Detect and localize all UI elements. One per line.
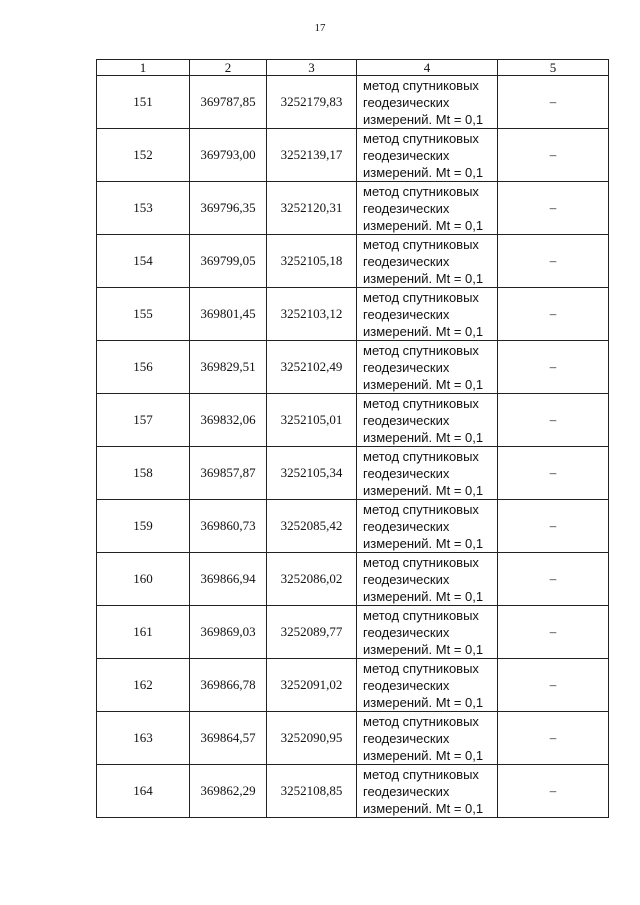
table-row bbox=[97, 235, 609, 288]
method-line-1: метод спутниковых bbox=[363, 395, 479, 411]
table-row bbox=[97, 394, 609, 447]
coordinate-x: 369829,51 bbox=[190, 341, 267, 394]
method-line-3: измерений. Mt = 0,1 bbox=[363, 482, 484, 498]
note-cell: – bbox=[498, 129, 609, 182]
coordinate-x: 369796,35 bbox=[190, 182, 267, 235]
method-line-2: геодезических bbox=[363, 677, 450, 693]
note-cell: – bbox=[498, 606, 609, 659]
note-cell: – bbox=[498, 553, 609, 606]
method-line-3: измерений. Mt = 0,1 bbox=[363, 800, 484, 816]
method-line-1: метод спутниковых bbox=[363, 501, 479, 517]
method-description bbox=[357, 447, 498, 500]
method-line-2: геодезических bbox=[363, 253, 450, 269]
method-description bbox=[357, 606, 498, 659]
point-number: 151 bbox=[97, 76, 190, 129]
table-row bbox=[97, 182, 609, 235]
coordinate-y: 3252108,85 bbox=[267, 765, 357, 818]
point-number: 157 bbox=[97, 394, 190, 447]
table-header-row bbox=[97, 60, 609, 76]
method-line-2: геодезических bbox=[363, 624, 450, 640]
method-description bbox=[357, 76, 498, 129]
method-description bbox=[357, 235, 498, 288]
table-row bbox=[97, 76, 609, 129]
method-line-3: измерений. Mt = 0,1 bbox=[363, 535, 484, 551]
point-number: 162 bbox=[97, 659, 190, 712]
coordinate-y: 3252105,18 bbox=[267, 235, 357, 288]
column-header-1: 1 bbox=[97, 60, 190, 76]
coordinate-y: 3252103,12 bbox=[267, 288, 357, 341]
coordinate-y: 3252120,31 bbox=[267, 182, 357, 235]
point-number: 153 bbox=[97, 182, 190, 235]
method-line-1: метод спутниковых bbox=[363, 448, 479, 464]
note-cell: – bbox=[498, 500, 609, 553]
point-number: 156 bbox=[97, 341, 190, 394]
method-line-1: метод спутниковых bbox=[363, 236, 479, 252]
method-description bbox=[357, 712, 498, 765]
method-line-3: измерений. Mt = 0,1 bbox=[363, 217, 484, 233]
method-line-2: геодезических bbox=[363, 571, 450, 587]
coordinate-x: 369860,73 bbox=[190, 500, 267, 553]
coordinate-y: 3252102,49 bbox=[267, 341, 357, 394]
point-number: 158 bbox=[97, 447, 190, 500]
coordinate-y: 3252085,42 bbox=[267, 500, 357, 553]
method-line-2: геодезических bbox=[363, 730, 450, 746]
method-line-1: метод спутниковых bbox=[363, 130, 479, 146]
note-cell: – bbox=[498, 182, 609, 235]
coordinate-x: 369801,45 bbox=[190, 288, 267, 341]
coordinate-x: 369866,78 bbox=[190, 659, 267, 712]
method-line-3: измерений. Mt = 0,1 bbox=[363, 270, 484, 286]
method-line-2: геодезических bbox=[363, 200, 450, 216]
column-header-5: 5 bbox=[498, 60, 609, 76]
method-line-2: геодезических bbox=[363, 783, 450, 799]
method-line-1: метод спутниковых bbox=[363, 289, 479, 305]
table-row bbox=[97, 129, 609, 182]
method-line-1: метод спутниковых bbox=[363, 713, 479, 729]
coordinate-y: 3252086,02 bbox=[267, 553, 357, 606]
method-line-1: метод спутниковых bbox=[363, 766, 479, 782]
point-number: 155 bbox=[97, 288, 190, 341]
method-line-1: метод спутниковых bbox=[363, 660, 479, 676]
point-number: 154 bbox=[97, 235, 190, 288]
page-number: 17 bbox=[314, 22, 326, 34]
point-number: 164 bbox=[97, 765, 190, 818]
method-line-3: измерений. Mt = 0,1 bbox=[363, 164, 484, 180]
point-number: 163 bbox=[97, 712, 190, 765]
note-cell: – bbox=[498, 235, 609, 288]
coordinate-x: 369832,06 bbox=[190, 394, 267, 447]
method-line-2: геодезических bbox=[363, 465, 450, 481]
table-row bbox=[97, 341, 609, 394]
method-description bbox=[357, 182, 498, 235]
method-line-1: метод спутниковых bbox=[363, 342, 479, 358]
method-line-1: метод спутниковых bbox=[363, 554, 479, 570]
point-number: 159 bbox=[97, 500, 190, 553]
coordinate-x: 369799,05 bbox=[190, 235, 267, 288]
table-row bbox=[97, 500, 609, 553]
coordinate-y: 3252139,17 bbox=[267, 129, 357, 182]
coordinate-x: 369857,87 bbox=[190, 447, 267, 500]
note-cell: – bbox=[498, 76, 609, 129]
method-line-3: измерений. Mt = 0,1 bbox=[363, 323, 484, 339]
note-cell: – bbox=[498, 288, 609, 341]
coordinate-x: 369864,57 bbox=[190, 712, 267, 765]
method-line-2: геодезических bbox=[363, 94, 450, 110]
method-description bbox=[357, 129, 498, 182]
note-cell: – bbox=[498, 765, 609, 818]
point-number: 160 bbox=[97, 553, 190, 606]
coordinate-y: 3252105,01 bbox=[267, 394, 357, 447]
note-cell: – bbox=[498, 341, 609, 394]
note-cell: – bbox=[498, 394, 609, 447]
table-row bbox=[97, 553, 609, 606]
method-line-2: геодезических bbox=[363, 359, 450, 375]
method-line-2: геодезических bbox=[363, 518, 450, 534]
method-description bbox=[357, 553, 498, 606]
method-line-2: геодезических bbox=[363, 412, 450, 428]
method-description bbox=[357, 288, 498, 341]
note-cell: – bbox=[498, 659, 609, 712]
note-cell: – bbox=[498, 712, 609, 765]
coordinate-x: 369787,85 bbox=[190, 76, 267, 129]
method-description bbox=[357, 341, 498, 394]
method-line-2: геодезических bbox=[363, 147, 450, 163]
coordinate-x: 369862,29 bbox=[190, 765, 267, 818]
coordinate-x: 369869,03 bbox=[190, 606, 267, 659]
method-description bbox=[357, 765, 498, 818]
table-row bbox=[97, 765, 609, 818]
table-row bbox=[97, 712, 609, 765]
table-row bbox=[97, 606, 609, 659]
coordinate-y: 3252089,77 bbox=[267, 606, 357, 659]
coordinate-y: 3252105,34 bbox=[267, 447, 357, 500]
method-line-1: метод спутниковых bbox=[363, 183, 479, 199]
table-row bbox=[97, 288, 609, 341]
note-cell: – bbox=[498, 447, 609, 500]
coordinate-x: 369866,94 bbox=[190, 553, 267, 606]
method-line-1: метод спутниковых bbox=[363, 77, 479, 93]
method-description bbox=[357, 394, 498, 447]
method-description bbox=[357, 500, 498, 553]
point-number: 152 bbox=[97, 129, 190, 182]
coordinate-y: 3252179,83 bbox=[267, 76, 357, 129]
method-line-3: измерений. Mt = 0,1 bbox=[363, 694, 484, 710]
coordinate-y: 3252090,95 bbox=[267, 712, 357, 765]
method-line-3: измерений. Mt = 0,1 bbox=[363, 747, 484, 763]
method-line-3: измерений. Mt = 0,1 bbox=[363, 429, 484, 445]
method-line-2: геодезических bbox=[363, 306, 450, 322]
table-row bbox=[97, 447, 609, 500]
point-number: 161 bbox=[97, 606, 190, 659]
column-header-2: 2 bbox=[190, 60, 267, 76]
method-line-3: измерений. Mt = 0,1 bbox=[363, 111, 484, 127]
column-header-3: 3 bbox=[267, 60, 357, 76]
method-line-3: измерений. Mt = 0,1 bbox=[363, 376, 484, 392]
coordinate-x: 369793,00 bbox=[190, 129, 267, 182]
method-line-1: метод спутниковых bbox=[363, 607, 479, 623]
table-row bbox=[97, 659, 609, 712]
column-header-4: 4 bbox=[357, 60, 498, 76]
method-line-3: измерений. Mt = 0,1 bbox=[363, 641, 484, 657]
method-description bbox=[357, 659, 498, 712]
coordinates-table bbox=[96, 59, 609, 818]
method-line-3: измерений. Mt = 0,1 bbox=[363, 588, 484, 604]
coordinate-y: 3252091,02 bbox=[267, 659, 357, 712]
